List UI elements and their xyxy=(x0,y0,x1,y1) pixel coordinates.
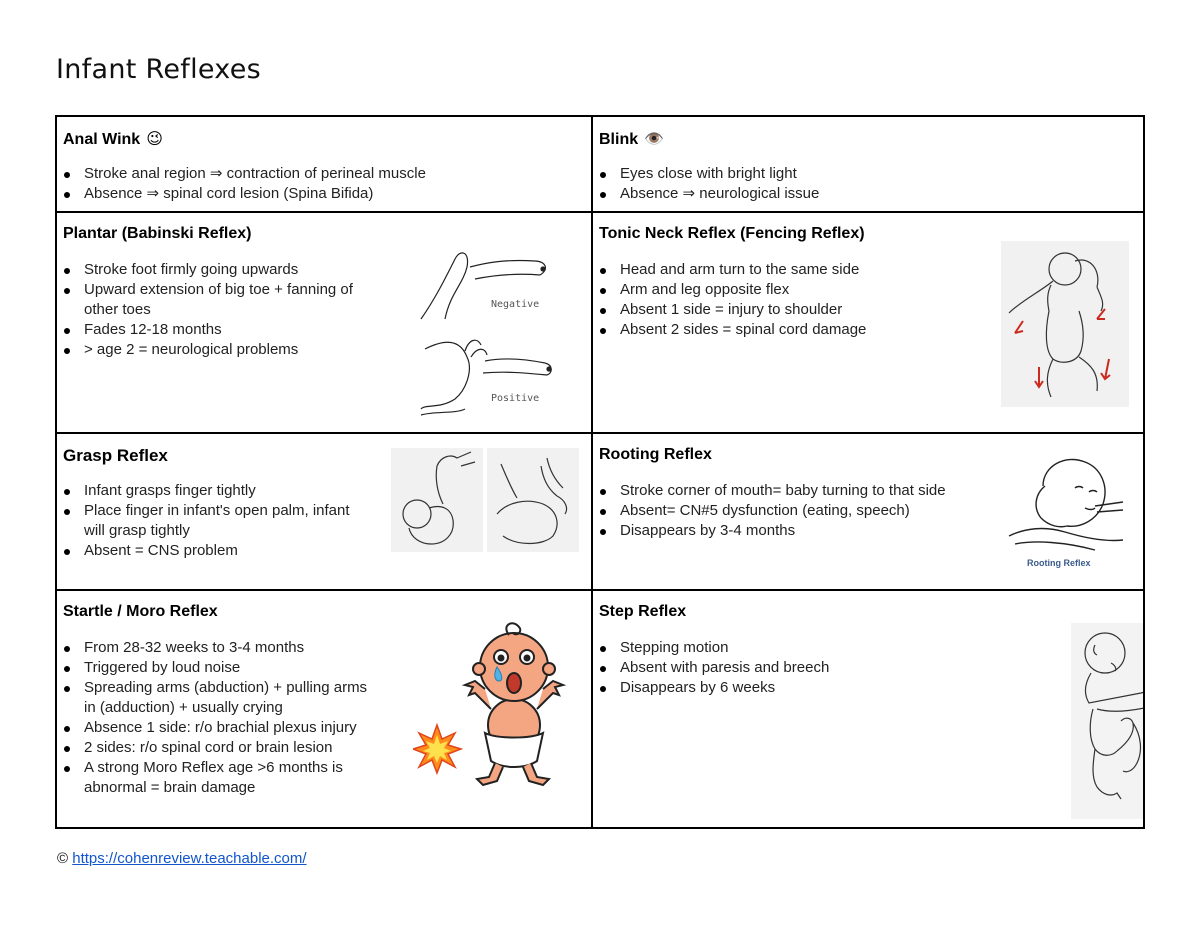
list-item: Absence 1 side: r/o brachial plexus injury xyxy=(63,718,373,738)
list-item: Eyes close with bright light xyxy=(599,164,1129,184)
cell-title: Startle / Moro Reflex xyxy=(63,603,218,620)
list-item: A strong Moro Reflex age >6 months is abnormal = brain damage xyxy=(63,758,373,798)
babinski-illustration xyxy=(415,239,565,419)
list-item: From 28-32 weeks to 3-4 months xyxy=(63,638,373,658)
bullet-list xyxy=(599,481,969,541)
bullet-list xyxy=(63,260,363,360)
grasp-illustration-1 xyxy=(391,448,483,552)
bullet-list xyxy=(63,638,373,798)
list-item: 2 sides: r/o spinal cord or brain lesion xyxy=(63,738,373,758)
list-item: Absent= CN#5 dysfunction (eating, speech) xyxy=(599,501,969,521)
list-item: Absence ⇒ spinal cord lesion (Spina Bifida) xyxy=(63,184,583,204)
cell-moro xyxy=(57,591,591,827)
eye-icon: 👁️ xyxy=(644,131,665,148)
list-item: Stepping motion xyxy=(599,638,979,658)
cell-tonic-neck xyxy=(593,213,1143,432)
list-item: Disappears by 6 weeks xyxy=(599,678,979,698)
cell-title: Plantar (Babinski Reflex) xyxy=(63,225,252,242)
cell-grasp xyxy=(57,434,591,589)
cell-title xyxy=(63,129,163,149)
list-item: Fades 12-18 months xyxy=(63,320,363,340)
cell-blink xyxy=(593,117,1143,211)
list-item: Absence ⇒ neurological issue xyxy=(599,184,1129,204)
cell-plantar xyxy=(57,213,591,432)
cell-step xyxy=(593,591,1143,827)
list-item: Infant grasps finger tightly xyxy=(63,481,363,501)
list-item: Place finger in infant's open palm, infant will grasp tightly xyxy=(63,501,363,541)
cell-title: Rooting Reflex xyxy=(599,446,712,463)
rooting-image-caption: Rooting Reflex xyxy=(1027,558,1091,568)
cell-title: Tonic Neck Reflex (Fencing Reflex) xyxy=(599,225,865,242)
cell-title-text: Anal Wink xyxy=(63,131,141,148)
cell-title-text: Blink xyxy=(599,131,639,148)
crying-baby-illustration xyxy=(413,621,573,797)
list-item: Head and arm turn to the same side xyxy=(599,260,979,280)
list-item: Absent with paresis and breech xyxy=(599,658,979,678)
bullet-list xyxy=(63,164,583,204)
cell-title: Step Reflex xyxy=(599,603,687,620)
collision-icon xyxy=(413,725,461,773)
bullet-list xyxy=(63,481,363,561)
list-item: Arm and leg opposite flex xyxy=(599,280,979,300)
list-item: > age 2 = neurological problems xyxy=(63,340,363,360)
list-item: Upward extension of big toe + fanning of other toes xyxy=(63,280,363,320)
cell-rooting xyxy=(593,434,1143,589)
list-item: Stroke corner of mouth= baby turning to that side xyxy=(599,481,969,501)
cell-title xyxy=(599,129,664,149)
copyright-symbol: © xyxy=(57,850,69,867)
cell-title: Grasp Reflex xyxy=(63,446,168,465)
bullet-list xyxy=(599,638,979,698)
list-item: Spreading arms (abduction) + pulling arms in (adduction) + usually crying xyxy=(63,678,373,718)
step-reflex-illustration xyxy=(1071,623,1143,819)
list-item: Stroke foot firmly going upwards xyxy=(63,260,363,280)
babinski-positive-label: Positive xyxy=(491,393,540,404)
list-item: Absent 1 side = injury to shoulder xyxy=(599,300,979,320)
list-item: Triggered by loud noise xyxy=(63,658,373,678)
reflex-table xyxy=(55,115,1145,829)
winking-face-icon: 😉 xyxy=(146,131,163,148)
page-title: Infant Reflexes xyxy=(56,54,262,85)
babinski-negative-label: Negative xyxy=(491,299,540,310)
grasp-illustration-2 xyxy=(487,448,579,552)
cell-anal-wink xyxy=(57,117,591,211)
footer xyxy=(57,850,307,867)
list-item: Disappears by 3-4 months xyxy=(599,521,969,541)
rooting-illustration xyxy=(1005,446,1127,574)
list-item: Absent = CNS problem xyxy=(63,541,363,561)
bullet-list xyxy=(599,260,979,340)
tonic-neck-illustration xyxy=(1001,241,1129,407)
list-item: Stroke anal region ⇒ contraction of perineal muscle xyxy=(63,164,583,184)
list-item: Absent 2 sides = spinal cord damage xyxy=(599,320,979,340)
bullet-list xyxy=(599,164,1129,204)
footer-link[interactable]: https://cohenreview.teachable.com/ xyxy=(72,850,307,867)
